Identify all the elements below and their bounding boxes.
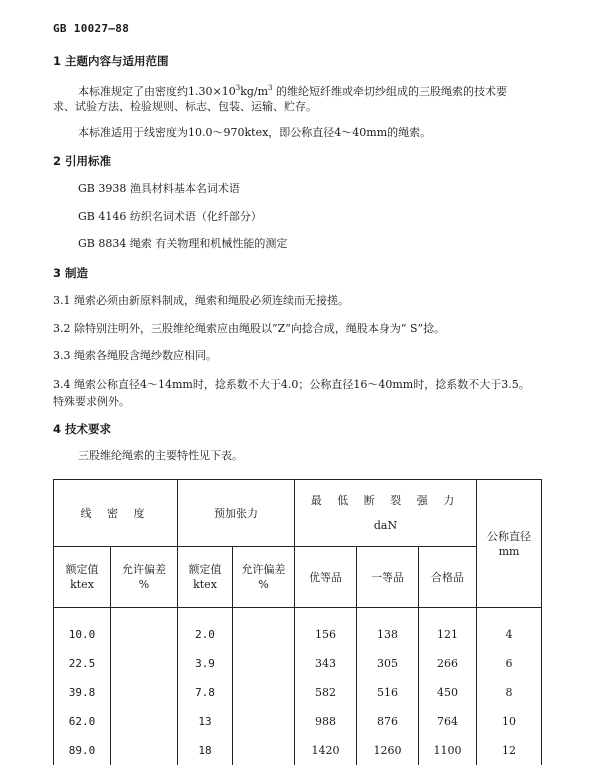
header-pre-tolerance [233, 547, 295, 608]
header-text: 额定值 [188, 563, 222, 576]
cell-superior: 1420 [295, 736, 357, 765]
cell-qualified: 450 [419, 678, 477, 707]
header-unit: mm [498, 544, 520, 558]
section-4-intro: 三股维纶绳索的主要特性见下表。 [78, 449, 243, 462]
table-row [54, 707, 542, 736]
cell-qualified: 121 [419, 608, 477, 650]
superscript: 3 [235, 84, 241, 92]
cell-density: 10.0 [54, 608, 111, 650]
reference-item: GB 8834 绳索 有关物理和机械性能的测定 [78, 237, 288, 250]
header-grade-superior: 优等品 [295, 547, 357, 608]
table-row [54, 608, 542, 650]
cell-tolerance [111, 649, 178, 678]
section-4-title: 4 技术要求 [53, 422, 112, 436]
cell-tolerance [111, 707, 178, 736]
text-run: 本标准规定了由密度约1.30×10 [78, 85, 236, 98]
cell-pretension: 13 [178, 707, 233, 736]
cell-pre-tolerance [233, 736, 295, 765]
cell-density: 39.8 [54, 678, 111, 707]
cell-diameter: 10 [477, 707, 542, 736]
header-text: 允许偏差 [122, 563, 166, 576]
header-unit: % [258, 578, 269, 591]
superscript: 3 [268, 84, 273, 92]
table-row [54, 649, 542, 678]
cell-density: 62.0 [54, 707, 111, 736]
cell-superior: 582 [295, 678, 357, 707]
cell-superior: 156 [295, 608, 357, 650]
section-1-para-1-line-2: 求、试验方法、检验规则、标志、包装、运输、贮存。 [53, 100, 317, 113]
header-unit: % [138, 578, 150, 591]
cell-diameter: 12 [477, 736, 542, 765]
header-text: 公称直径 [487, 529, 532, 543]
cell-diameter: 4 [477, 608, 542, 650]
header-pre-rated [178, 547, 233, 608]
header-pretension: 预加张力 [178, 480, 295, 547]
cell-tolerance [111, 678, 178, 707]
cell-superior: 343 [295, 649, 357, 678]
header-text: 最 低 断 裂 强 力 [310, 494, 461, 507]
text-run: 的维纶短纤维或牵切纱组成的三股绳索的技术要 [272, 85, 507, 98]
cell-pretension: 2.0 [178, 608, 233, 650]
cell-tolerance [111, 608, 178, 650]
cell-density: 22.5 [54, 649, 111, 678]
header-grade-qualified: 合格品 [419, 547, 477, 608]
cell-tolerance [111, 736, 178, 765]
section-3-title: 3 制造 [53, 266, 89, 280]
table-row [54, 678, 542, 707]
standard-number: GB 10027—88 [53, 22, 130, 35]
cell-first: 876 [357, 707, 419, 736]
header-unit: daN [373, 519, 398, 532]
reference-item: GB 4146 纺织名词术语（化纤部分） [78, 210, 262, 223]
section-1-title: 1 主题内容与适用范围 [53, 54, 169, 68]
text-run: kg/m [240, 85, 269, 98]
cell-pre-tolerance [233, 649, 295, 678]
header-text: 线 密 度 [80, 506, 151, 520]
clause-3-3: 3.3 绳索各绳股含绳纱数应相同。 [53, 349, 217, 362]
table-row [54, 736, 542, 765]
header-rated [54, 547, 111, 608]
section-1-para-2: 本标准适用于线密度为10.0～970ktex，即公称直径4～40mm的绳索。 [78, 126, 432, 139]
cell-qualified: 266 [419, 649, 477, 678]
cell-pre-tolerance [233, 608, 295, 650]
cell-first: 1260 [357, 736, 419, 765]
clause-3-4-line-1: 3.4 绳索公称直径4～14mm时，捻系数不大于4.0；公称直径16～40mm时，捻系数不大于3.5。 [53, 378, 530, 391]
section-1-para-1-line-1 [78, 80, 507, 100]
section-2-title: 2 引用标准 [53, 154, 112, 168]
header-text: 额定值 [65, 563, 99, 576]
characteristics-table [53, 479, 542, 765]
cell-pre-tolerance [233, 678, 295, 707]
cell-qualified: 764 [419, 707, 477, 736]
cell-pre-tolerance [233, 707, 295, 736]
header-unit: ktex [70, 578, 94, 591]
cell-qualified: 1100 [419, 736, 477, 765]
cell-density: 89.0 [54, 736, 111, 765]
header-diameter [477, 480, 542, 608]
header-tolerance [111, 547, 178, 608]
clause-3-4-line-2: 特殊要求例外。 [53, 395, 130, 408]
cell-superior: 988 [295, 707, 357, 736]
header-text: 允许偏差 [241, 563, 286, 576]
cell-pretension: 7.8 [178, 678, 233, 707]
cell-diameter: 8 [477, 678, 542, 707]
clause-3-1: 3.1 绳索必须由新原料制成，绳索和绳股必须连续而无接搓。 [53, 294, 349, 307]
cell-diameter: 6 [477, 649, 542, 678]
header-grade-first: 一等品 [357, 547, 419, 608]
cell-pretension: 18 [178, 736, 233, 765]
header-breaking-strength [295, 480, 477, 547]
header-linear-density [54, 480, 178, 547]
clause-3-2: 3.2 除特别注明外，三股维纶绳索应由绳股以“Z”向捻合成，绳股本身为“ S”捻。 [53, 322, 446, 335]
cell-first: 305 [357, 649, 419, 678]
cell-first: 138 [357, 608, 419, 650]
cell-pretension: 3.9 [178, 649, 233, 678]
header-unit: ktex [193, 578, 217, 591]
reference-item: GB 3938 渔具材料基本名词术语 [78, 182, 240, 195]
cell-first: 516 [357, 678, 419, 707]
